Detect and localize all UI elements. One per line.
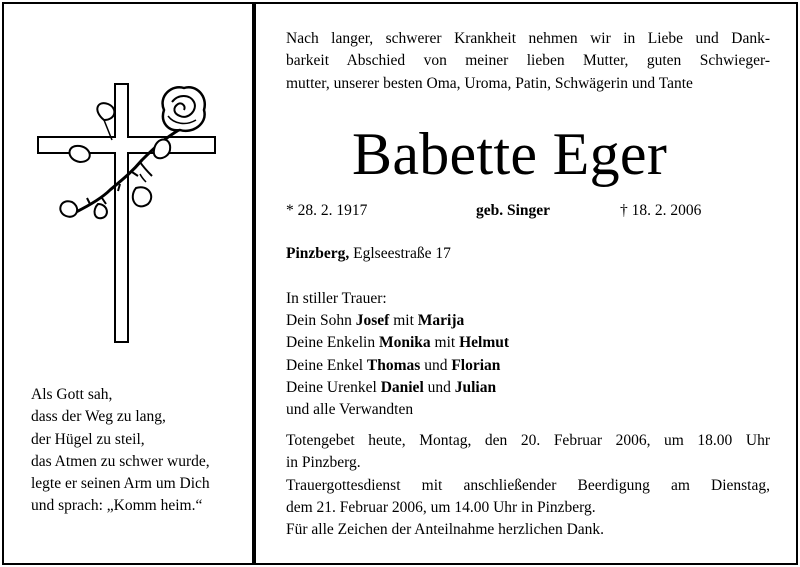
funeral-line: in Pinzberg.	[286, 454, 361, 472]
deceased-name: Babette Eger	[352, 121, 668, 187]
poem-line: Als Gott sah,	[31, 386, 113, 403]
funeral-line: Für alle Zeichen der Anteilnahme herzlichen Dank.	[286, 521, 605, 539]
column-divider	[252, 2, 256, 565]
funeral-line: Totengebet heute, Montag, den 20. Februar 2006, um 18.00 Uhr	[286, 432, 770, 449]
intro-line: mutter, unserer besten Oma, Uroma, Patin, Schwägerin und Tante	[286, 74, 693, 92]
poem-line: und sprach: „Komm heim.“	[31, 497, 203, 515]
intro-line: barkeit Abschied von meiner lieben Mutter, guten Schwieger-	[286, 52, 770, 70]
intro-text	[286, 28, 770, 95]
poem-line: dass der Weg zu lang,	[31, 408, 166, 426]
mourner-line: Deine Enkel Thomas und Florian	[286, 356, 501, 374]
left-column	[0, 0, 252, 567]
funeral-line: Trauergottesdienst mit anschließender Beerdigung am Dienstag,	[286, 476, 770, 494]
mourner-line: Deine Urenkel Daniel und Julian	[286, 378, 497, 396]
address-town: Pinzberg,	[286, 245, 350, 262]
mourner-line: Deine Enkelin Monika mit Helmut	[286, 334, 510, 352]
birth-date: * 28. 2. 1917	[286, 202, 368, 219]
funeral-details	[286, 430, 770, 541]
address-street: Eglseestraße 17	[353, 245, 451, 262]
mourners	[286, 288, 509, 421]
mourners-footer: und alle Verwandten	[286, 401, 414, 419]
address	[286, 243, 451, 265]
intro-line: Nach langer, schwerer Krankheit nehmen wir in Liebe und Dank-	[286, 30, 770, 47]
death-date: † 18. 2. 2006	[620, 202, 702, 219]
poem-line: legte er seinen Arm um Dich	[31, 475, 210, 493]
poem-line: das Atmen zu schwer wurde,	[31, 452, 210, 470]
mourner-line: Dein Sohn Josef mit Marija	[286, 312, 465, 330]
mourners-heading: In stiller Trauer:	[286, 290, 387, 307]
funeral-line: dem 21. Februar 2006, um 14.00 Uhr in Pinzberg.	[286, 498, 596, 516]
maiden-name: geb. Singer	[476, 202, 551, 219]
poem-line: der Hügel zu steil,	[31, 430, 145, 448]
cross-with-rose-icon	[32, 80, 222, 350]
poem	[31, 384, 210, 518]
